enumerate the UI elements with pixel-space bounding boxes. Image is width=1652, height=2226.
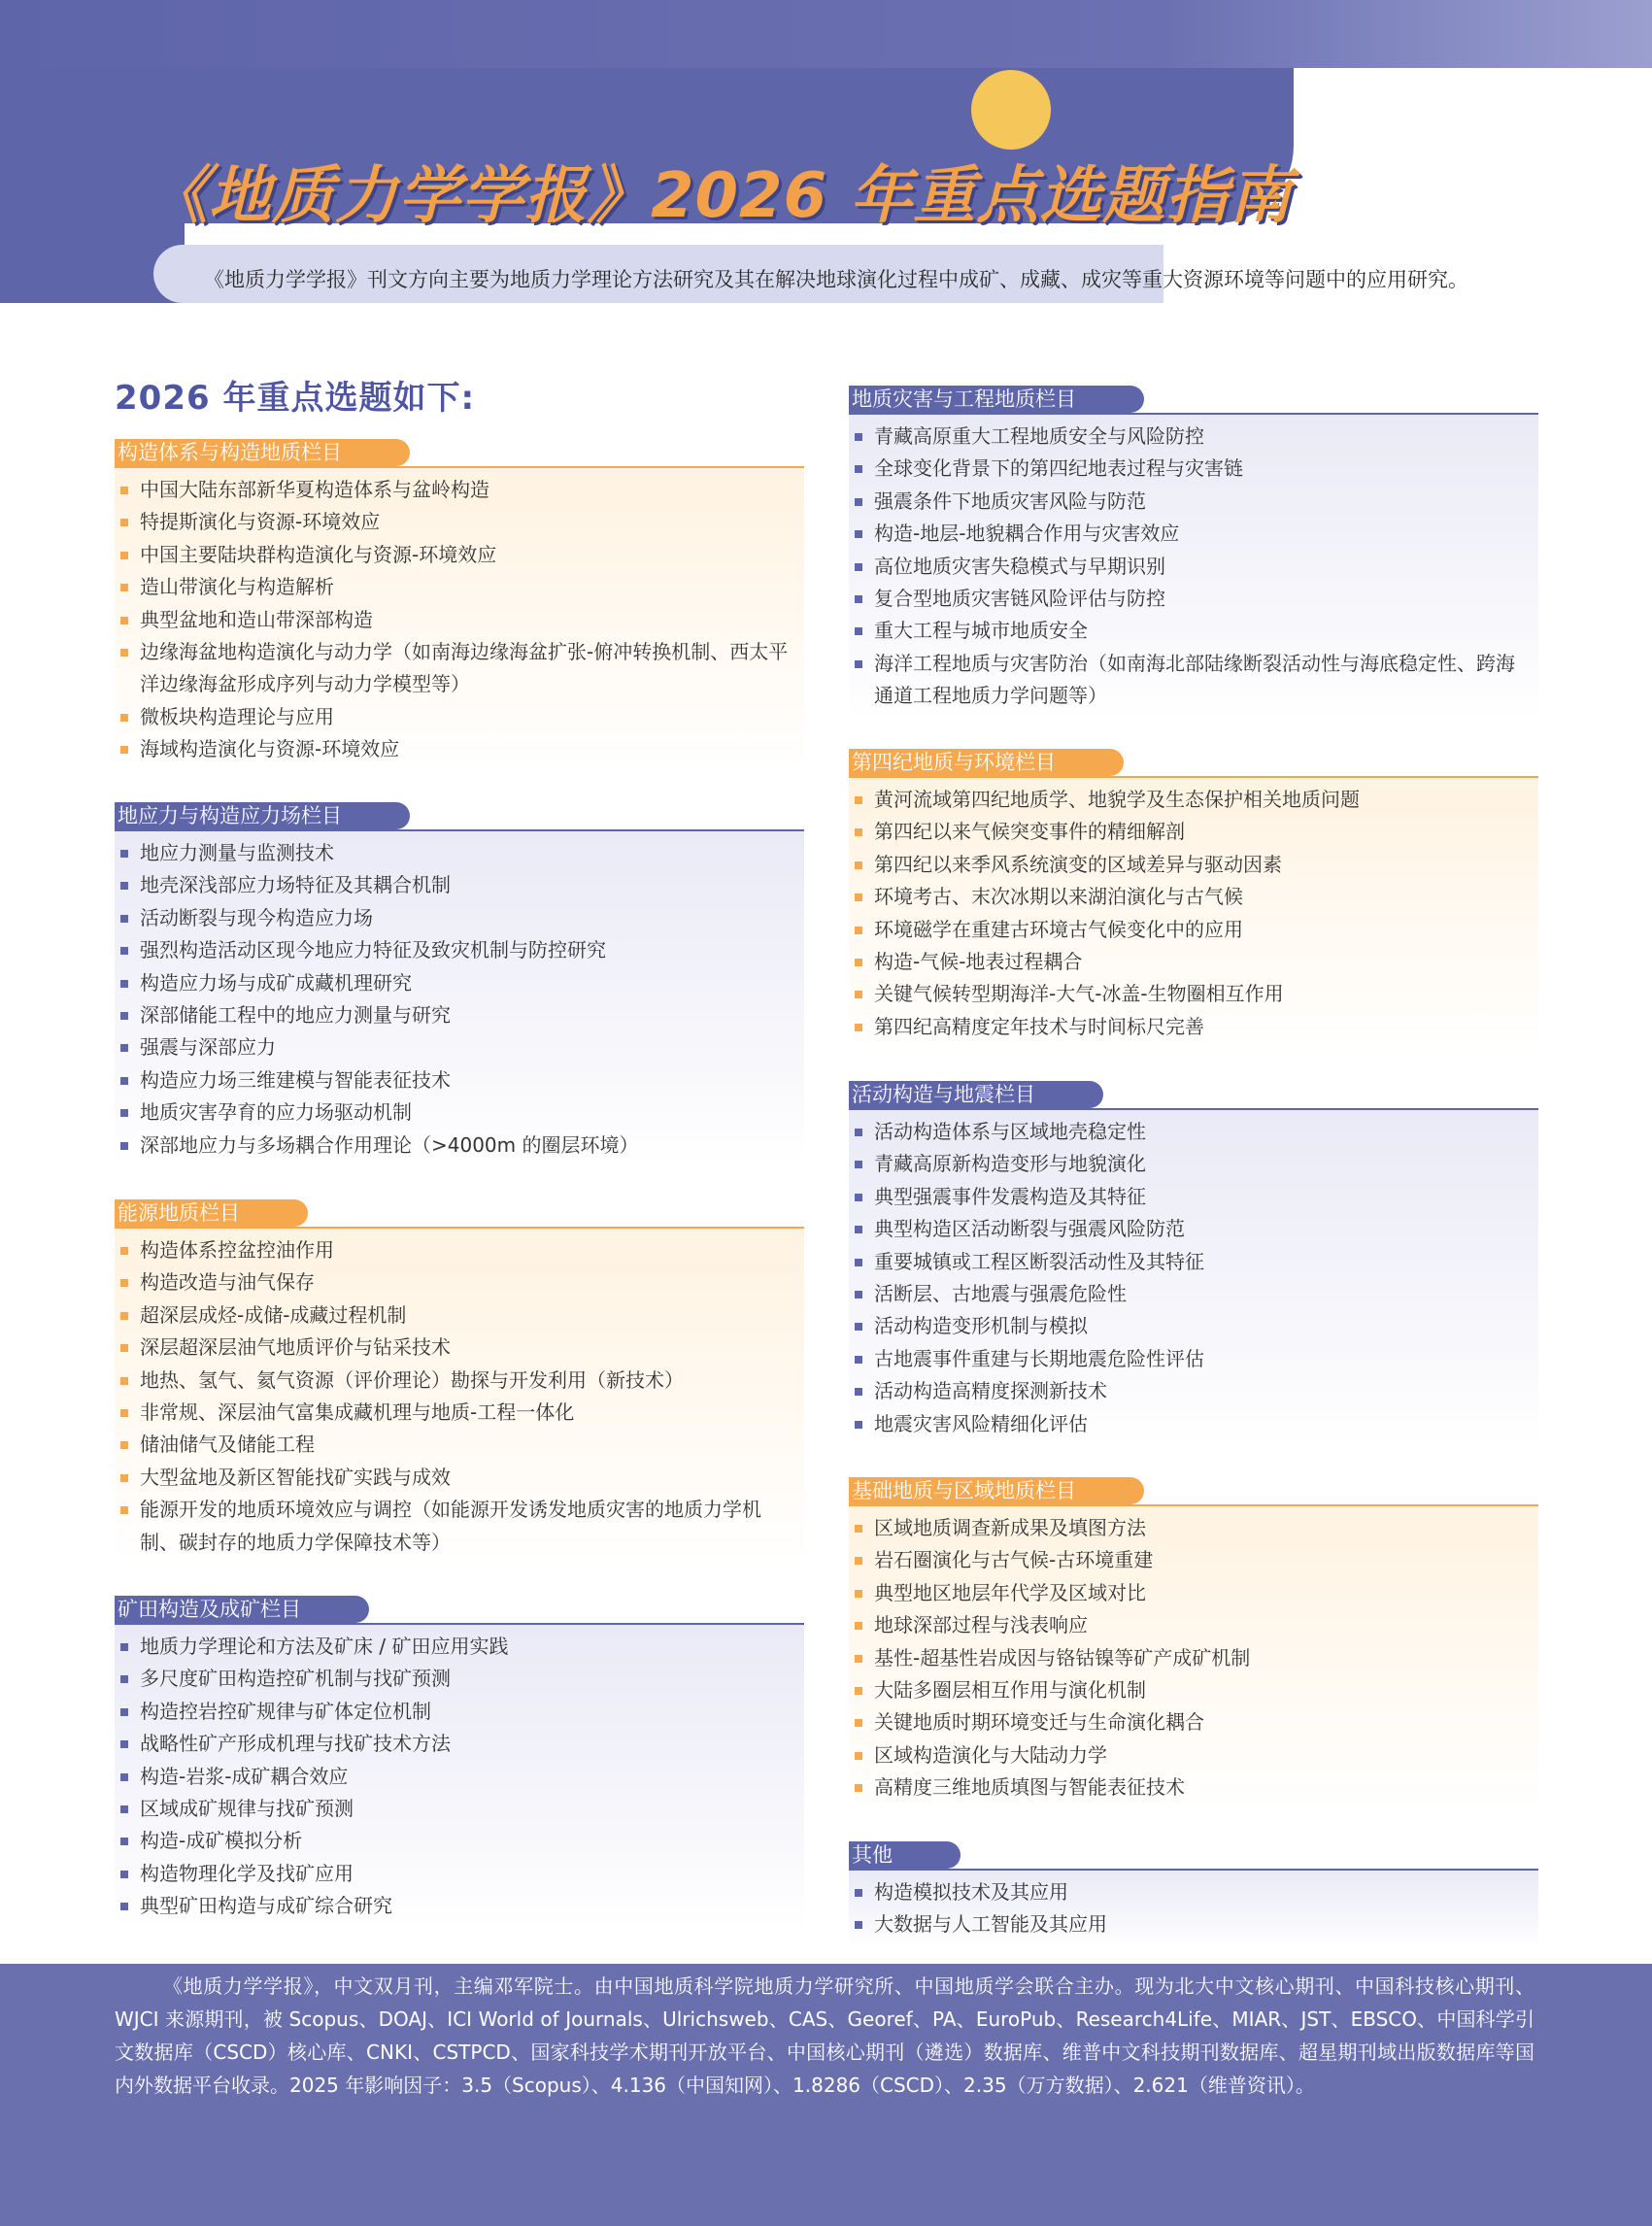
- square-bullet-icon: [855, 1129, 862, 1136]
- topic-item: [115, 999, 804, 1031]
- topic-item: [849, 453, 1538, 485]
- topic-text: 青藏高原重大工程地质安全与风险防控: [874, 424, 1204, 448]
- square-bullet-icon: [120, 1312, 128, 1320]
- topic-text: 中国大陆东部新华夏构造体系与盆岭构造: [140, 478, 489, 501]
- topic-text: 区域地质调查新成果及填图方法: [874, 1516, 1146, 1539]
- square-bullet-icon: [120, 584, 128, 591]
- topic-item: [115, 1663, 804, 1695]
- topic-item: [115, 1890, 804, 1922]
- topics-heading: 2026 年重点选题如下:: [115, 379, 476, 418]
- topic-item: [849, 518, 1538, 550]
- topic-item: [115, 571, 804, 603]
- square-bullet-icon: [120, 519, 128, 526]
- square-bullet-icon: [120, 1012, 128, 1020]
- intro-paragraph: 《地质力学学报》刊文方向主要为地质力学理论方法研究及其在解决地球演化过程中成矿、成藏、成灾等重大资源环境等问题中的应用研究。: [204, 268, 1468, 291]
- topic-item: [849, 1246, 1538, 1278]
- square-bullet-icon: [855, 1889, 862, 1897]
- section-title: 构造体系与构造地质栏目: [115, 439, 410, 466]
- topic-text: 地震灾害风险精细化评估: [874, 1411, 1088, 1435]
- section-regional-geology: [849, 1477, 1538, 1810]
- topic-text: 区域成矿规律与找矿预测: [140, 1797, 354, 1821]
- topic-item: [849, 421, 1538, 453]
- square-bullet-icon: [120, 1708, 128, 1716]
- topic-text: 黄河流域第四纪地质学、地貌学及生态保护相关地质问题: [874, 788, 1360, 811]
- topic-item: [849, 1116, 1538, 1148]
- topic-item: [115, 1266, 804, 1298]
- topic-item: [115, 1096, 804, 1129]
- square-bullet-icon: [855, 1590, 862, 1598]
- topic-item: [115, 604, 804, 636]
- square-bullet-icon: [120, 1474, 128, 1482]
- square-bullet-icon: [120, 1409, 128, 1417]
- topic-item: [115, 1761, 804, 1793]
- topic-item: [849, 784, 1538, 816]
- topic-item: [849, 1876, 1538, 1908]
- topic-text: 构造体系控盆控油作用: [140, 1238, 334, 1262]
- topic-item: [115, 1397, 804, 1429]
- topic-item: [849, 1213, 1538, 1245]
- topic-text: 区域构造演化与大陆动力学: [874, 1742, 1107, 1767]
- topic-text: 环境磁学在重建古环境古气候变化中的应用: [874, 917, 1243, 941]
- topic-text: 海域构造演化与资源-环境效应: [140, 737, 400, 761]
- topic-item: [849, 1739, 1538, 1771]
- topic-text: 地热、氢气、氦气资源（评价理论）勘探与开发利用（新技术）: [140, 1367, 684, 1392]
- square-bullet-icon: [855, 1921, 862, 1929]
- square-bullet-icon: [120, 649, 128, 657]
- section-item-list: [849, 1506, 1538, 1810]
- topic-item: [849, 1908, 1538, 1940]
- topic-text: 大型盆地及新区智能找矿实践与成效: [140, 1465, 451, 1489]
- topic-text: 构造-气候-地表过程耦合: [874, 950, 1083, 974]
- topic-item: [115, 1696, 804, 1728]
- topic-item: [849, 1343, 1538, 1375]
- topic-item: [115, 837, 804, 869]
- topic-text: 重要城镇或工程区断裂活动性及其特征: [874, 1249, 1204, 1273]
- topic-text: 活断层、古地震与强震危险性: [874, 1282, 1127, 1306]
- sun-circle-decoration: [971, 70, 1051, 150]
- square-bullet-icon: [120, 1344, 128, 1352]
- square-bullet-icon: [855, 1226, 862, 1233]
- square-bullet-icon: [120, 1805, 128, 1813]
- section-others: [849, 1841, 1538, 1947]
- topic-item: [115, 506, 804, 538]
- section-item-list: [849, 778, 1538, 1049]
- square-bullet-icon: [855, 861, 862, 869]
- square-bullet-icon: [855, 1719, 862, 1727]
- section-title: 其他: [849, 1841, 961, 1869]
- square-bullet-icon: [120, 1903, 128, 1910]
- topic-item: [115, 1031, 804, 1063]
- topic-item: [115, 1429, 804, 1461]
- section-title: 矿田构造及成矿栏目: [115, 1596, 369, 1623]
- topic-text: 构造-岩浆-成矿耦合效应: [140, 1764, 349, 1788]
- square-bullet-icon: [120, 714, 128, 722]
- square-bullet-icon: [120, 850, 128, 858]
- square-bullet-icon: [120, 746, 128, 754]
- square-bullet-icon: [855, 433, 862, 441]
- square-bullet-icon: [120, 980, 128, 988]
- topic-text: 青藏高原新构造变形与地貌演化: [874, 1152, 1146, 1176]
- square-bullet-icon: [120, 1643, 128, 1651]
- topic-item: [115, 1494, 804, 1559]
- topic-text: 大数据与人工智能及其应用: [874, 1912, 1107, 1937]
- topic-item: [849, 1181, 1538, 1213]
- journal-info-paragraph: 《地质力学学报》，中文双月刊，主编邓军院士。由中国地质科学院地质力学研究所、中国地质学会联合主办。现为北大中文核心期刊、中国科技核心期刊、WJCI 来源期刊，被 Scopus、DOAJ、ICI World of Journals、Ulrichsweb、CAS、Georef、PA、EuroPub、Research4Life、MIAR、JST、EBSCO、中国科学引文数据库（CSCD）核心库、CNKI、CSTPCD、国家科技学术期刊开放平台、中国核心期刊（遴选）数据库、维普中文科技期刊数据库、超星期刊域出版数据库等国内外数据平台收录。2025 年影响因子：3.5（Scopus）、4.136（中国知网）、1.8286（CSCD）、2.35（万方数据）、2.621（维普资讯）。: [115, 1974, 1534, 2097]
- topic-item: [849, 1148, 1538, 1180]
- topic-item: [849, 1512, 1538, 1544]
- square-bullet-icon: [855, 828, 862, 836]
- square-bullet-icon: [855, 959, 862, 966]
- square-bullet-icon: [855, 894, 862, 901]
- topic-item: [849, 1706, 1538, 1738]
- topic-text: 古地震事件重建与长期地震危险性评估: [874, 1346, 1204, 1370]
- topic-text: 深部地应力与多场耦合作用理论（>4000m 的圈层环境）: [140, 1132, 639, 1157]
- section-item-list: [115, 468, 804, 772]
- square-bullet-icon: [120, 552, 128, 559]
- section-quaternary: [849, 749, 1538, 1049]
- square-bullet-icon: [855, 563, 862, 571]
- square-bullet-icon: [855, 1622, 862, 1630]
- square-bullet-icon: [120, 1838, 128, 1845]
- square-bullet-icon: [120, 1077, 128, 1085]
- topic-text: 能源开发的地质环境效应与调控（如能源开发诱发地质灾害的地质力学机制、碳封存的地质力学保障技术等）: [140, 1498, 761, 1554]
- topic-item: [115, 967, 804, 999]
- topic-item: [115, 1631, 804, 1663]
- topic-text: 构造-地层-地貌耦合作用与灾害效应: [874, 522, 1180, 546]
- section-item-list: [115, 1625, 804, 1929]
- topic-item: [115, 1234, 804, 1266]
- topic-item: [849, 1278, 1538, 1310]
- topic-item: [115, 902, 804, 934]
- topic-text: 地质力学理论和方法及矿床 / 矿田应用实践: [140, 1635, 509, 1658]
- topic-item: [115, 869, 804, 901]
- topic-item: [115, 733, 804, 765]
- square-bullet-icon: [120, 882, 128, 890]
- square-bullet-icon: [855, 498, 862, 506]
- square-bullet-icon: [120, 1044, 128, 1052]
- square-bullet-icon: [120, 1247, 128, 1255]
- section-orefield-tectonics: [115, 1596, 804, 1929]
- section-item-list: [849, 415, 1538, 719]
- topic-item: [849, 1310, 1538, 1342]
- topic-text: 典型矿田构造与成矿综合研究: [140, 1894, 392, 1918]
- square-bullet-icon: [120, 1109, 128, 1117]
- topic-text: 微板块构造理论与应用: [140, 704, 334, 728]
- square-bullet-icon: [855, 991, 862, 998]
- topic-item: [115, 474, 804, 506]
- square-bullet-icon: [855, 1752, 862, 1760]
- topic-text: 构造应力场与成矿成藏机理研究: [140, 970, 412, 995]
- section-item-list: [849, 1871, 1538, 1947]
- square-bullet-icon: [120, 1441, 128, 1449]
- topic-text: 超深层成烃-成储-成藏过程机制: [140, 1302, 407, 1327]
- square-bullet-icon: [855, 1356, 862, 1364]
- topic-text: 特提斯演化与资源-环境效应: [140, 510, 381, 534]
- topic-text: 典型构造区活动断裂与强震风险防范: [874, 1217, 1185, 1241]
- section-title: 活动构造与地震栏目: [849, 1081, 1103, 1108]
- topic-text: 构造改造与油气保存: [140, 1270, 315, 1295]
- topic-text: 基性-超基性岩成因与铬钴镍等矿产成矿机制: [874, 1645, 1251, 1670]
- topic-text: 构造控岩控矿规律与矿体定位机制: [140, 1699, 431, 1723]
- section-active-tectonics: [849, 1081, 1538, 1446]
- topic-item: [115, 1365, 804, 1397]
- topic-text: 大陆多圈层相互作用与演化机制: [874, 1678, 1146, 1703]
- topic-text: 强烈构造活动区现今地应力特征及致灾机制与防控研究: [140, 938, 606, 962]
- topic-item: [849, 881, 1538, 913]
- square-bullet-icon: [120, 1871, 128, 1878]
- topic-text: 复合型地质灾害链风险评估与防控: [874, 587, 1165, 611]
- topic-item: [849, 1011, 1538, 1043]
- topic-item: [849, 914, 1538, 946]
- topic-text: 强震与深部应力: [140, 1035, 276, 1060]
- topic-text: 构造物理化学及找矿应用: [140, 1861, 354, 1885]
- topic-item: [849, 1609, 1538, 1641]
- square-bullet-icon: [855, 595, 862, 603]
- square-bullet-icon: [120, 1740, 128, 1748]
- header-band: [0, 0, 1652, 68]
- topic-text: 地球深部过程与浅表响应: [874, 1613, 1088, 1637]
- topic-text: 活动断裂与现今构造应力场: [140, 905, 373, 929]
- section-title: 能源地质栏目: [115, 1199, 308, 1227]
- square-bullet-icon: [120, 947, 128, 955]
- topic-item: [115, 1793, 804, 1825]
- square-bullet-icon: [855, 1784, 862, 1792]
- topic-text: 造山带演化与构造解析: [140, 575, 334, 599]
- topic-item: [849, 1674, 1538, 1706]
- topic-text: 典型盆地和造山带深部构造: [140, 607, 373, 631]
- square-bullet-icon: [855, 796, 862, 804]
- square-bullet-icon: [120, 617, 128, 624]
- topic-item: [115, 1130, 804, 1162]
- topic-text: 构造模拟技术及其应用: [874, 1880, 1068, 1904]
- section-item-list: [115, 1229, 804, 1565]
- topic-text: 高精度三维地质填图与智能表征技术: [874, 1775, 1185, 1800]
- section-tectonic-systems: [115, 439, 804, 772]
- square-bullet-icon: [855, 530, 862, 538]
- square-bullet-icon: [855, 627, 862, 635]
- section-title: 第四纪地质与环境栏目: [849, 749, 1124, 776]
- square-bullet-icon: [120, 1142, 128, 1150]
- square-bullet-icon: [855, 1557, 862, 1565]
- topic-item: [849, 1577, 1538, 1609]
- square-bullet-icon: [855, 1161, 862, 1168]
- topic-text: 全球变化背景下的第四纪地表过程与灾害链: [874, 456, 1243, 481]
- topic-item: [849, 849, 1538, 881]
- section-item-list: [115, 831, 804, 1167]
- square-bullet-icon: [855, 660, 862, 668]
- square-bullet-icon: [120, 915, 128, 923]
- topic-text: 边缘海盆地构造演化与动力学（如南海边缘海盆扩张-俯冲转换机制、西太平洋边缘海盆形成序列与动力学模型等）: [140, 640, 789, 696]
- topic-text: 岩石圈演化与古气候-古环境重建: [874, 1548, 1154, 1572]
- topic-item: [849, 1544, 1538, 1576]
- section-geohazards: [849, 386, 1538, 719]
- topic-item: [849, 1642, 1538, 1674]
- section-item-list: [849, 1110, 1538, 1446]
- topic-text: 环境考古、末次冰期以来湖泊演化与古气候: [874, 885, 1243, 909]
- topic-text: 典型地区地层年代学及区域对比: [874, 1580, 1146, 1604]
- topic-text: 构造应力场三维建模与智能表征技术: [140, 1067, 451, 1092]
- square-bullet-icon: [120, 1506, 128, 1514]
- section-title: 基础地质与区域地质栏目: [849, 1477, 1144, 1504]
- square-bullet-icon: [120, 1377, 128, 1385]
- section-title: 地应力与构造应力场栏目: [115, 802, 410, 829]
- topic-item: [115, 1858, 804, 1890]
- topic-item: [849, 1408, 1538, 1440]
- topic-item: [115, 1299, 804, 1332]
- topic-item: [849, 648, 1538, 713]
- topic-text: 地应力测量与监测技术: [140, 841, 334, 864]
- section-title: 地质灾害与工程地质栏目: [849, 386, 1144, 413]
- topic-text: 第四纪以来气候突变事件的精细解剖: [874, 820, 1185, 844]
- topic-item: [849, 946, 1538, 978]
- topic-item: [849, 1375, 1538, 1407]
- topic-text: 重大工程与城市地质安全: [874, 619, 1088, 643]
- topic-text: 典型强震事件发震构造及其特征: [874, 1184, 1146, 1208]
- topic-item: [115, 1825, 804, 1857]
- topic-item: [115, 539, 804, 571]
- square-bullet-icon: [855, 1388, 862, 1396]
- topic-text: 活动构造变形机制与模拟: [874, 1314, 1088, 1338]
- square-bullet-icon: [855, 1421, 862, 1429]
- square-bullet-icon: [855, 1687, 862, 1695]
- topic-item: [115, 1332, 804, 1364]
- topic-text: 第四纪高精度定年技术与时间标尺完善: [874, 1014, 1204, 1038]
- square-bullet-icon: [120, 1675, 128, 1683]
- topic-text: 非常规、深层油气富集成藏机理与地质-工程一体化: [140, 1400, 575, 1425]
- square-bullet-icon: [120, 1279, 128, 1287]
- topic-text: 深部储能工程中的地应力测量与研究: [140, 1003, 451, 1028]
- topic-item: [115, 934, 804, 966]
- topic-item: [115, 1462, 804, 1494]
- square-bullet-icon: [855, 1655, 862, 1663]
- square-bullet-icon: [855, 1024, 862, 1031]
- topic-text: 地质灾害孕育的应力场驱动机制: [140, 1100, 412, 1125]
- topic-item: [849, 978, 1538, 1010]
- topic-item: [849, 486, 1538, 518]
- topic-text: 地壳深浅部应力场特征及其耦合机制: [140, 873, 451, 897]
- page-title: 《地质力学学报》2026 年重点选题指南: [146, 160, 1293, 232]
- square-bullet-icon: [120, 1773, 128, 1781]
- square-bullet-icon: [855, 1194, 862, 1201]
- topic-item: [115, 1064, 804, 1096]
- square-bullet-icon: [855, 465, 862, 473]
- topic-item: [849, 615, 1538, 647]
- square-bullet-icon: [855, 1291, 862, 1298]
- square-bullet-icon: [855, 1525, 862, 1533]
- topic-text: 关键地质时期环境变迁与生命演化耦合: [874, 1710, 1204, 1735]
- topic-text: 储油储气及储能工程: [140, 1433, 315, 1457]
- topic-text: 高位地质灾害失稳模式与早期识别: [874, 554, 1165, 578]
- square-bullet-icon: [855, 1259, 862, 1266]
- topic-item: [115, 1728, 804, 1760]
- topic-item: [849, 551, 1538, 583]
- topic-text: 第四纪以来季风系统演变的区域差异与驱动因素: [874, 852, 1282, 876]
- topic-text: 深层超深层油气地质评价与钻采技术: [140, 1335, 451, 1360]
- topic-text: 活动构造高精度探测新技术: [874, 1379, 1107, 1403]
- topic-item: [849, 816, 1538, 848]
- topic-text: 中国主要陆块群构造演化与资源-环境效应: [140, 542, 497, 566]
- square-bullet-icon: [855, 1323, 862, 1331]
- topic-text: 强震条件下地质灾害风险与防范: [874, 489, 1146, 513]
- topic-text: 海洋工程地质与灾害防治（如南海北部陆缘断裂活动性与海底稳定性、跨海通道工程地质力学问题等）: [874, 651, 1515, 708]
- topic-text: 关键气候转型期海洋-大气-冰盖-生物圈相互作用: [874, 982, 1284, 1006]
- square-bullet-icon: [855, 927, 862, 934]
- topic-item: [849, 1771, 1538, 1804]
- section-energy-geology: [115, 1199, 804, 1565]
- topic-text: 活动构造体系与区域地壳稳定性: [874, 1120, 1146, 1143]
- topic-text: 多尺度矿田构造控矿机制与找矿预测: [140, 1667, 451, 1691]
- section-crustal-stress: [115, 802, 804, 1167]
- square-bullet-icon: [120, 487, 128, 494]
- topic-item: [115, 701, 804, 733]
- topic-item: [849, 583, 1538, 615]
- topic-text: 构造-成矿模拟分析: [140, 1829, 303, 1853]
- topic-text: 战略性矿产形成机理与找矿技术方法: [140, 1732, 451, 1756]
- topic-item: [115, 636, 804, 701]
